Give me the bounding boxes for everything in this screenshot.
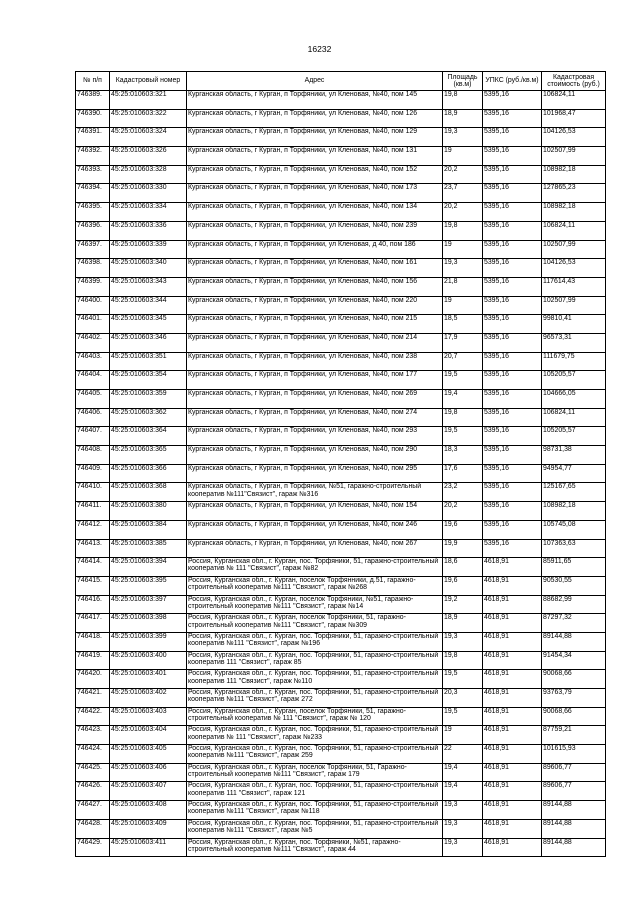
cell-cadastral-cost: 98731,38 [542, 446, 606, 465]
cell-upks: 4618,91 [483, 595, 542, 614]
header-area: Площадь (кв.м) [443, 72, 483, 91]
cell-cadastral-number: 45:25:010603:334 [110, 203, 187, 222]
cell-upks: 4618,91 [483, 576, 542, 595]
cell-cadastral-cost: 104126,53 [542, 259, 606, 278]
cell-upks: 5395,16 [483, 240, 542, 259]
cell-cadastral-number: 45:25:010603:343 [110, 277, 187, 296]
cell-area: 19,4 [443, 390, 483, 409]
cell-cadastral-number: 45:25:010603:368 [110, 483, 187, 502]
table-row [76, 689, 606, 708]
cell-area: 19,5 [443, 707, 483, 726]
cell-cadastral-cost: 96573,31 [542, 333, 606, 352]
table-row [76, 614, 606, 633]
cell-cadastral-number: 45:25:010603:344 [110, 296, 187, 315]
cell-address: Россия, Курганская обл., г. Курган, поселок Торфяники, 51, гаражно-строительный кооператив №111 "Связист", гараж №309 [187, 614, 443, 633]
cell-cadastral-cost: 104126,53 [542, 128, 606, 147]
cell-num: 746392. [76, 147, 110, 166]
cell-cadastral-number: 45:25:010603:339 [110, 240, 187, 259]
header-address: Адрес [187, 72, 443, 91]
cell-address: Россия, Курганская обл., г. Курган, поселок Торфяники, №51, гаражно-строительный кооператив №111 "Связист", гараж №14 [187, 595, 443, 614]
cell-upks: 5395,16 [483, 203, 542, 222]
cell-cadastral-cost: 89606,77 [542, 782, 606, 801]
cell-area: 20,2 [443, 502, 483, 521]
cell-cadastral-number: 45:25:010603:402 [110, 689, 187, 708]
cell-num: 746409. [76, 464, 110, 483]
cell-address: Курганская область, г Курган, п Торфяники, ул Кленовая, №40, пом 134 [187, 203, 443, 222]
cell-address: Россия, Курганская обл., г. Курган, поселок Торфянники, д.51, гаражно-строительный кооператив №111 "Связист", гараж №268 [187, 576, 443, 595]
cell-cadastral-number: 45:25:010603:336 [110, 221, 187, 240]
cell-cadastral-cost: 87759,21 [542, 726, 606, 745]
cell-cadastral-cost: 91454,34 [542, 651, 606, 670]
cell-cadastral-number: 45:25:010603:354 [110, 371, 187, 390]
cell-num: 746406. [76, 408, 110, 427]
cell-num: 746418. [76, 632, 110, 651]
cell-area: 19,3 [443, 838, 483, 857]
cell-address: Курганская область, г Курган, п Торфяники, ул Кленовая, №40, пом 131 [187, 147, 443, 166]
cell-cadastral-number: 45:25:010603:404 [110, 726, 187, 745]
cell-area: 19,3 [443, 128, 483, 147]
cell-upks: 5395,16 [483, 147, 542, 166]
table-row [76, 819, 606, 838]
cell-area: 20,7 [443, 352, 483, 371]
header-num: № п/п [76, 72, 110, 91]
cell-cadastral-cost: 105745,08 [542, 520, 606, 539]
cell-area: 18,6 [443, 558, 483, 577]
table-row [76, 165, 606, 184]
cell-upks: 4618,91 [483, 819, 542, 838]
table-row [76, 371, 606, 390]
cell-cadastral-cost: 88682,99 [542, 595, 606, 614]
cell-cadastral-cost: 89144,88 [542, 801, 606, 820]
cell-area: 19,3 [443, 259, 483, 278]
cell-num: 746422. [76, 707, 110, 726]
cell-upks: 4618,91 [483, 651, 542, 670]
cell-upks: 5395,16 [483, 128, 542, 147]
table-row [76, 259, 606, 278]
cell-upks: 5395,16 [483, 277, 542, 296]
cell-num: 746411. [76, 502, 110, 521]
cell-num: 746404. [76, 371, 110, 390]
cell-address: Курганская область, г Курган, п Торфяники, ул Кленовая, №40, пом 152 [187, 165, 443, 184]
cell-num: 746407. [76, 427, 110, 446]
cell-upks: 5395,16 [483, 390, 542, 409]
cell-num: 746419. [76, 651, 110, 670]
cell-upks: 4618,91 [483, 632, 542, 651]
cell-cadastral-number: 45:25:010603:346 [110, 333, 187, 352]
cell-cadastral-number: 45:25:010603:345 [110, 315, 187, 334]
table-row [76, 203, 606, 222]
table-row [76, 595, 606, 614]
cell-cadastral-number: 45:25:010603:340 [110, 259, 187, 278]
cell-num: 746417. [76, 614, 110, 633]
table-row [76, 352, 606, 371]
cell-upks: 5395,16 [483, 502, 542, 521]
cell-address: Курганская область, г Курган, п Торфяники, ул Кленовая, №40, пом 215 [187, 315, 443, 334]
cell-area: 23,7 [443, 184, 483, 203]
cell-cadastral-number: 45:25:010603:406 [110, 763, 187, 782]
cell-address: Курганская область, г Курган, п Торфяники, ул Кленовая, №40, пом 173 [187, 184, 443, 203]
cell-area: 19 [443, 240, 483, 259]
cell-cadastral-cost: 90530,55 [542, 576, 606, 595]
cell-area: 21,8 [443, 277, 483, 296]
cell-cadastral-number: 45:25:010603:330 [110, 184, 187, 203]
cell-area: 19,8 [443, 221, 483, 240]
cell-cadastral-cost: 90068,66 [542, 707, 606, 726]
cell-address: Россия, Курганская обл., г. Курган, поселок Торфяники, 51, гаражно-строительный кооператив № 111 "Связист", гараж № 120 [187, 707, 443, 726]
cell-upks: 5395,16 [483, 408, 542, 427]
cell-num: 746421. [76, 689, 110, 708]
cell-cadastral-number: 45:25:010603:403 [110, 707, 187, 726]
cell-cadastral-number: 45:25:010603:395 [110, 576, 187, 595]
cell-cadastral-number: 45:25:010603:409 [110, 819, 187, 838]
cell-address: Курганская область, г Курган, п Торфяники, ул Кленовая, №40, пом 161 [187, 259, 443, 278]
cell-upks: 4618,91 [483, 670, 542, 689]
cell-num: 746405. [76, 390, 110, 409]
table-row [76, 707, 606, 726]
cell-address: Россия, Курганская обл., г. Курган, пос. Торфяники, 51, гаражно-строительный кооператив 111 "Связист", гараж 121 [187, 782, 443, 801]
cell-upks: 5395,16 [483, 296, 542, 315]
table-row [76, 277, 606, 296]
cell-cadastral-cost: 105205,57 [542, 371, 606, 390]
cadastral-registry-table [75, 71, 606, 857]
cell-cadastral-number: 45:25:010603:405 [110, 745, 187, 764]
cell-area: 22 [443, 745, 483, 764]
cell-upks: 4618,91 [483, 782, 542, 801]
cell-upks: 4618,91 [483, 745, 542, 764]
cell-num: 746394. [76, 184, 110, 203]
cell-cadastral-number: 45:25:010603:399 [110, 632, 187, 651]
cell-area: 18,5 [443, 315, 483, 334]
cell-address: Курганская область, г Курган, п Торфяники, ул Кленовая, №40, пом 238 [187, 352, 443, 371]
table-row [76, 651, 606, 670]
cell-area: 17,9 [443, 333, 483, 352]
cell-address: Курганская область, г Курган, п Торфяники, ул Кленовая, №40, пом 145 [187, 91, 443, 110]
cell-cadastral-cost: 106824,11 [542, 408, 606, 427]
cell-cadastral-cost: 117614,43 [542, 277, 606, 296]
cell-num: 746425. [76, 763, 110, 782]
cell-cadastral-cost: 106824,11 [542, 221, 606, 240]
cell-cadastral-cost: 105205,57 [542, 427, 606, 446]
cell-cadastral-cost: 89144,88 [542, 838, 606, 857]
cell-area: 19,3 [443, 819, 483, 838]
table-row [76, 539, 606, 558]
cell-cadastral-cost: 104666,05 [542, 390, 606, 409]
cell-num: 746391. [76, 128, 110, 147]
cell-area: 19,3 [443, 801, 483, 820]
cell-cadastral-cost: 108982,18 [542, 203, 606, 222]
cell-upks: 4618,91 [483, 801, 542, 820]
cell-area: 19,8 [443, 651, 483, 670]
cell-cadastral-cost: 127865,23 [542, 184, 606, 203]
cell-cadastral-cost: 102507,99 [542, 240, 606, 259]
cell-address: Курганская область, г Курган, п Торфяники, №51, гаражно-строительный кооператив №111"Связист", гараж №316 [187, 483, 443, 502]
cell-area: 19,9 [443, 539, 483, 558]
cell-cadastral-cost: 125167,65 [542, 483, 606, 502]
cell-upks: 5395,16 [483, 539, 542, 558]
cell-cadastral-cost: 89144,88 [542, 632, 606, 651]
cell-cadastral-number: 45:25:010603:380 [110, 502, 187, 521]
table-row [76, 446, 606, 465]
cell-cadastral-cost: 102507,99 [542, 296, 606, 315]
cell-num: 746414. [76, 558, 110, 577]
table-row [76, 502, 606, 521]
cell-num: 746408. [76, 446, 110, 465]
cell-area: 20,2 [443, 203, 483, 222]
cell-cadastral-number: 45:25:010603:351 [110, 352, 187, 371]
cell-cadastral-number: 45:25:010603:366 [110, 464, 187, 483]
cell-upks: 5395,16 [483, 371, 542, 390]
header-cadastral-cost: Кадастровая стоимость (руб.) [542, 72, 606, 91]
cell-upks: 5395,16 [483, 520, 542, 539]
table-row [76, 408, 606, 427]
header-cadastral-number: Кадастровый номер [110, 72, 187, 91]
cell-cadastral-cost: 108982,18 [542, 502, 606, 521]
cell-upks: 5395,16 [483, 91, 542, 110]
cell-num: 746416. [76, 595, 110, 614]
cell-upks: 4618,91 [483, 707, 542, 726]
table-row [76, 801, 606, 820]
cell-address: Курганская область, г Курган, п Торфяники, ул Кленовая, №40, пом 267 [187, 539, 443, 558]
cell-area: 19,4 [443, 763, 483, 782]
cell-num: 746395. [76, 203, 110, 222]
cell-cadastral-cost: 93763,79 [542, 689, 606, 708]
cell-address: Россия, Курганская обл., г. Курган, поселок Торфяники, 51, Гаражно-строительный кооператив №111 "Связист", гараж 179 [187, 763, 443, 782]
cell-address: Курганская область, г Курган, п Торфяники, ул Кленовая, №40, пом 293 [187, 427, 443, 446]
cell-cadastral-number: 45:25:010603:326 [110, 147, 187, 166]
cell-upks: 4618,91 [483, 689, 542, 708]
table-row [76, 240, 606, 259]
cell-area: 19,3 [443, 632, 483, 651]
table-row [76, 745, 606, 764]
cell-cadastral-number: 45:25:010603:401 [110, 670, 187, 689]
table-row [76, 838, 606, 857]
cell-area: 19 [443, 726, 483, 745]
cell-upks: 5395,16 [483, 352, 542, 371]
table-row [76, 315, 606, 334]
cell-address: Курганская область, г Курган, п Торфяники, ул Кленовая, №40, пом 290 [187, 446, 443, 465]
cell-cadastral-number: 45:25:010603:384 [110, 520, 187, 539]
cell-num: 746400. [76, 296, 110, 315]
cell-num: 746399. [76, 277, 110, 296]
table-row [76, 296, 606, 315]
cell-upks: 5395,16 [483, 109, 542, 128]
cell-address: Курганская область, г Курган, п Торфяники, ул Кленовая, №40, пом 214 [187, 333, 443, 352]
cell-num: 746428. [76, 819, 110, 838]
cell-area: 19,6 [443, 520, 483, 539]
cell-num: 746390. [76, 109, 110, 128]
cell-address: Курганская область, г Курган, п Торфяники, ул Кленовая, №40, пом 274 [187, 408, 443, 427]
cell-num: 746415. [76, 576, 110, 595]
table-row [76, 558, 606, 577]
cell-cadastral-cost: 108982,18 [542, 165, 606, 184]
cell-cadastral-number: 45:25:010603:324 [110, 128, 187, 147]
cell-cadastral-number: 45:25:010603:411 [110, 838, 187, 857]
cell-cadastral-cost: 107363,63 [542, 539, 606, 558]
table-row [76, 670, 606, 689]
cell-address: Россия, Курганская обл., г. Курган, пос. Торфяники, 51, гаражно-строительный кооператив №111 "Связист", гараж 272 [187, 689, 443, 708]
table-row [76, 333, 606, 352]
table-row [76, 632, 606, 651]
cell-area: 20,3 [443, 689, 483, 708]
cell-cadastral-number: 45:25:010603:407 [110, 782, 187, 801]
cell-address: Курганская область, г Курган, п Торфяники, ул Кленовая, д 40, пом 186 [187, 240, 443, 259]
cell-area: 19,2 [443, 595, 483, 614]
cell-cadastral-number: 45:25:010603:362 [110, 408, 187, 427]
cell-num: 746389. [76, 91, 110, 110]
cell-cadastral-cost: 111679,75 [542, 352, 606, 371]
cell-upks: 4618,91 [483, 763, 542, 782]
cell-address: Курганская область, г Курган, п Торфяники, ул Кленовая, №40, пом 129 [187, 128, 443, 147]
cell-cadastral-number: 45:25:010603:321 [110, 91, 187, 110]
cell-cadastral-cost: 87297,32 [542, 614, 606, 633]
table-row [76, 726, 606, 745]
cell-num: 746393. [76, 165, 110, 184]
cell-address: Курганская область, г Курган, п Торфяники, ул Кленовая, №40, пом 177 [187, 371, 443, 390]
cell-upks: 4618,91 [483, 726, 542, 745]
cell-address: Россия, Курганская обл., г. Курган, пос. Торфяники, №51, гаражно-строительный кооператив №111 "Связист", гараж 44 [187, 838, 443, 857]
cell-num: 746401. [76, 315, 110, 334]
cell-area: 19,8 [443, 91, 483, 110]
table-row [76, 147, 606, 166]
cell-upks: 5395,16 [483, 165, 542, 184]
cell-area: 18,3 [443, 446, 483, 465]
cell-num: 746410. [76, 483, 110, 502]
cell-address: Курганская область, г Курган, п Торфяники, ул Кленовая, №40, пом 220 [187, 296, 443, 315]
cell-area: 19,6 [443, 576, 483, 595]
table-row [76, 427, 606, 446]
cell-cadastral-cost: 101968,47 [542, 109, 606, 128]
cell-address: Россия, Курганская обл., г. Курган, пос. Торфяники, 51, гаражно-строительный кооператив №111 "Связист", гараж №196 [187, 632, 443, 651]
cell-address: Россия, Курганская обл., г. Курган, пос. Торфяники, 51, гаражно-строительный кооператив №111 "Связист", гараж №118 [187, 801, 443, 820]
cell-area: 18,9 [443, 614, 483, 633]
cell-num: 746403. [76, 352, 110, 371]
cell-address: Курганская область, г Курган, п Торфяники, ул Кленовая, №40, пом 295 [187, 464, 443, 483]
cell-cadastral-cost: 94954,77 [542, 464, 606, 483]
cell-num: 746402. [76, 333, 110, 352]
cell-num: 746423. [76, 726, 110, 745]
cell-num: 746426. [76, 782, 110, 801]
cell-area: 19,8 [443, 408, 483, 427]
cell-num: 746413. [76, 539, 110, 558]
cell-address: Курганская область, г Курган, п Торфяники, ул Кленовая, №40, пом 269 [187, 390, 443, 409]
table-row [76, 390, 606, 409]
table-row [76, 184, 606, 203]
cell-cadastral-cost: 101615,93 [542, 745, 606, 764]
cell-cadastral-cost: 99810,41 [542, 315, 606, 334]
cell-cadastral-number: 45:25:010603:385 [110, 539, 187, 558]
cell-num: 746396. [76, 221, 110, 240]
cell-cadastral-number: 45:25:010603:408 [110, 801, 187, 820]
cell-cadastral-number: 45:25:010603:397 [110, 595, 187, 614]
cell-area: 19,5 [443, 670, 483, 689]
cell-cadastral-number: 45:25:010603:400 [110, 651, 187, 670]
cell-address: Курганская область, г Курган, п Торфяники, ул Кленовая, №40, пом 156 [187, 277, 443, 296]
cell-upks: 5395,16 [483, 259, 542, 278]
header-upks: УПКС (руб./кв.м) [483, 72, 542, 91]
cell-cadastral-number: 45:25:010603:322 [110, 109, 187, 128]
cell-address: Россия, Курганская обл., г. Курган, пос. Торфяники, 51, гаражно-строительный кооператив 111 "Связист", гараж 85 [187, 651, 443, 670]
cell-num: 746398. [76, 259, 110, 278]
cell-num: 746429. [76, 838, 110, 857]
table-row [76, 464, 606, 483]
cell-cadastral-cost: 89606,77 [542, 763, 606, 782]
cell-address: Россия, Курганская обл., г. Курган, пос. Торфяники, 51, гаражно-строительный кооператив № 111 "Связист", гараж №82 [187, 558, 443, 577]
cell-upks: 5395,16 [483, 483, 542, 502]
cell-upks: 5395,16 [483, 427, 542, 446]
cell-area: 23,2 [443, 483, 483, 502]
cell-area: 19,5 [443, 371, 483, 390]
cell-cadastral-number: 45:25:010603:359 [110, 390, 187, 409]
cell-upks: 4618,91 [483, 614, 542, 633]
cell-cadastral-number: 45:25:010603:394 [110, 558, 187, 577]
cell-address: Россия, Курганская обл., г. Курган, пос. Торфяники, 51, гаражно-строительный кооператив №111 "Связист", гараж 259 [187, 745, 443, 764]
cell-num: 746427. [76, 801, 110, 820]
cell-address: Россия, Курганская обл., г. Курган, пос. Торфяники, 51, гаражно-строительный кооператив 111 "Связист", гараж №110 [187, 670, 443, 689]
cell-area: 17,6 [443, 464, 483, 483]
table-header-row [76, 72, 606, 91]
cell-area: 19,5 [443, 427, 483, 446]
cell-num: 746397. [76, 240, 110, 259]
cell-upks: 5395,16 [483, 333, 542, 352]
cell-area: 19,4 [443, 782, 483, 801]
cell-upks: 4618,91 [483, 558, 542, 577]
cell-cadastral-number: 45:25:010603:365 [110, 446, 187, 465]
table-row [76, 91, 606, 110]
table-row [76, 782, 606, 801]
cell-address: Курганская область, г Курган, п Торфяники, ул Кленовая, №40, пом 154 [187, 502, 443, 521]
cell-address: Курганская область, г Курган, п Торфяники, ул Кленовая, №40, пом 126 [187, 109, 443, 128]
cell-cadastral-cost: 85911,65 [542, 558, 606, 577]
cell-num: 746420. [76, 670, 110, 689]
cell-area: 19 [443, 147, 483, 166]
cell-upks: 5395,16 [483, 184, 542, 203]
cell-address: Россия, Курганская обл., г. Курган, пос. Торфяники, 51, гаражно-строительный кооператив №111 "Связист", гараж №5 [187, 819, 443, 838]
table-row [76, 109, 606, 128]
table-row [76, 483, 606, 502]
table-row [76, 128, 606, 147]
cell-num: 746424. [76, 745, 110, 764]
cell-upks: 5395,16 [483, 464, 542, 483]
table-row [76, 576, 606, 595]
cell-upks: 5395,16 [483, 446, 542, 465]
page-number: 16232 [307, 44, 332, 54]
cell-area: 19 [443, 296, 483, 315]
table-row [76, 763, 606, 782]
cell-cadastral-number: 45:25:010603:398 [110, 614, 187, 633]
cell-cadastral-cost: 90068,66 [542, 670, 606, 689]
cell-cadastral-cost: 102507,99 [542, 147, 606, 166]
cell-cadastral-number: 45:25:010603:364 [110, 427, 187, 446]
cell-area: 20,2 [443, 165, 483, 184]
cell-num: 746412. [76, 520, 110, 539]
table-row [76, 221, 606, 240]
cell-address: Курганская область, г Курган, п Торфяники, ул Кленовая, №40, пом 239 [187, 221, 443, 240]
cell-cadastral-cost: 106824,11 [542, 91, 606, 110]
cell-upks: 4618,91 [483, 838, 542, 857]
cell-cadastral-cost: 89144,88 [542, 819, 606, 838]
cell-address: Россия, Курганская обл., г. Курган, пос. Торфяники, 51, гаражно-строительный кооператив № 111 "Связист", гараж №233 [187, 726, 443, 745]
cell-upks: 5395,16 [483, 221, 542, 240]
cell-cadastral-number: 45:25:010603:328 [110, 165, 187, 184]
table-row [76, 520, 606, 539]
cell-area: 18,9 [443, 109, 483, 128]
cell-upks: 5395,16 [483, 315, 542, 334]
cell-address: Курганская область, г Курган, п Торфяники, ул Кленовая, №40, пом 246 [187, 520, 443, 539]
